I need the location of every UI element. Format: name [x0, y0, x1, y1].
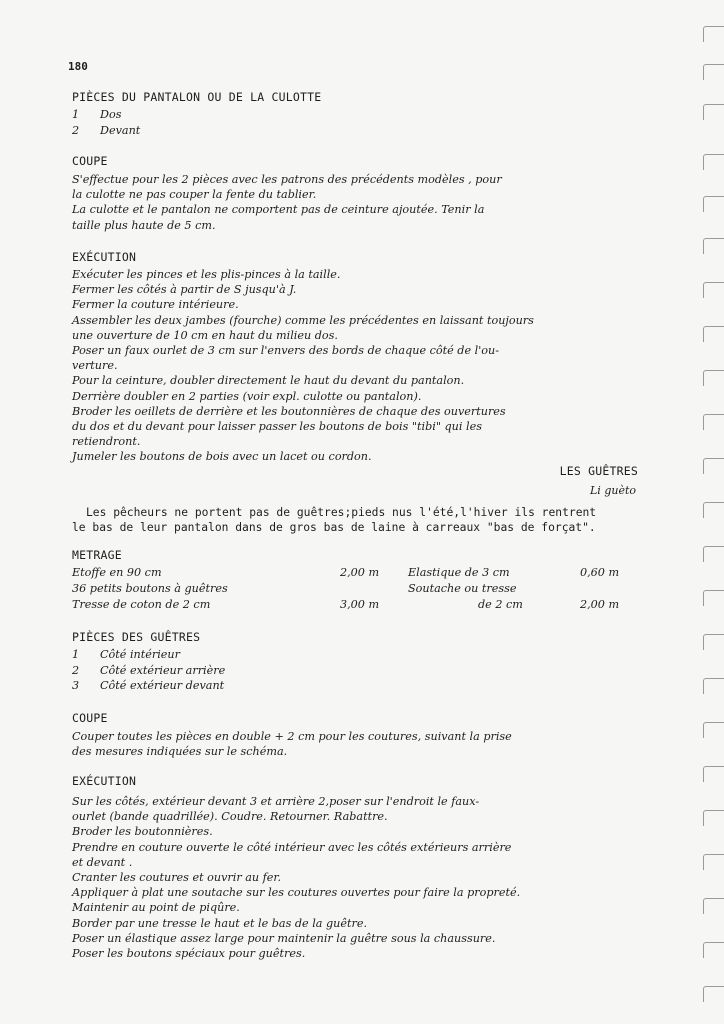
binder-tab	[703, 590, 724, 606]
pieces-pantalon-list	[72, 107, 140, 138]
binder-tab	[703, 678, 724, 694]
binder-tab	[703, 854, 724, 870]
execution-text	[72, 794, 652, 961]
text-line: Cranter les coutures et ouvrir au fer.	[72, 871, 282, 885]
text-line: Poser les boutons spéciaux pour guêtres.	[72, 947, 306, 961]
section-title-pieces-guetres: PIÈCES DES GUÊTRES	[72, 630, 201, 644]
list-item	[72, 123, 140, 139]
binder-tab	[703, 26, 724, 42]
guetres-subtitle: Li guèto	[590, 484, 636, 497]
binder-tab	[703, 766, 724, 782]
metrage-item: Tresse de coton de 2 cm	[72, 598, 211, 611]
text-line: Broder les oeillets de derrière et les boutonnières de chaque des ouvertures	[72, 404, 506, 418]
metrage-qty: 3,00 m	[340, 598, 380, 611]
metrage-qty: 2,00 m	[340, 566, 380, 579]
section-title-coupe: COUPE	[72, 154, 108, 168]
binder-tab	[703, 414, 724, 430]
coupe-text	[72, 172, 652, 233]
binder-tab	[703, 238, 724, 254]
text-line: Appliquer à plat une soutache sur les coutures ouvertes pour faire la propreté.	[72, 886, 521, 900]
coupe-text	[72, 729, 652, 759]
text-line: Sur les côtés, extérieur devant 3 et arrière 2,poser sur l'endroit le faux-	[72, 795, 480, 808]
section-title-coupe: COUPE	[72, 711, 108, 725]
guetres-intro	[72, 506, 596, 535]
metrage-qty: 2,00 m	[580, 598, 620, 611]
item-label: Dos	[100, 108, 122, 121]
text-line: Couper toutes les pièces en double + 2 cm pour les coutures, suivant la prise	[72, 730, 512, 743]
binder-tab	[703, 722, 724, 738]
binder-tab	[703, 64, 724, 80]
binder-tab	[703, 458, 724, 474]
item-number: 1	[72, 648, 80, 661]
metrage-item: de 2 cm	[478, 598, 523, 611]
binder-tab	[703, 104, 724, 120]
execution-text	[72, 267, 652, 465]
text-line: Prendre en couture ouverte le côté intérieur avec les côtés extérieurs arrière	[72, 840, 512, 854]
binder-tab	[703, 196, 724, 212]
text-line: ourlet (bande quadrillée). Coudre. Retourner. Rabattre.	[72, 810, 388, 824]
section-title-execution: EXÉCUTION	[72, 250, 137, 264]
section-title-metrage: METRAGE	[72, 548, 122, 562]
binder-tab	[703, 154, 724, 170]
section-title-pieces-pantalon: PIÈCES DU PANTALON OU DE LA CULOTTE	[72, 90, 322, 104]
text-line: Poser un élastique assez large pour maintenir la guêtre sous la chaussure.	[72, 931, 496, 945]
text-line: Poser un faux ourlet de 3 cm sur l'envers des bords de chaque côté de l'ou-	[72, 344, 500, 358]
list-item	[72, 647, 225, 663]
list-item	[72, 663, 225, 679]
text-line: des mesures indiquées sur le schéma.	[72, 745, 288, 759]
text-line: Maintenir au point de piqûre.	[72, 901, 240, 915]
item-number: 1	[72, 108, 80, 121]
text-line: Jumeler les boutons de bois avec un lacet ou cordon.	[72, 450, 372, 464]
binder-tab	[703, 986, 724, 1002]
item-label: Côté extérieur arrière	[100, 663, 226, 677]
text-line: Fermer les côtés à partir de S jusqu'à J.	[72, 283, 297, 297]
item-number: 2	[72, 663, 80, 677]
text-line: Assembler les deux jambes (fourche) comme les précédentes en laissant toujours	[72, 313, 534, 327]
text-line: Exécuter les pinces et les plis-pinces à la taille.	[72, 268, 341, 281]
binder-tab	[703, 942, 724, 958]
binder-tab	[703, 898, 724, 914]
text-line: la culotte ne pas couper la fente du tablier.	[72, 188, 317, 202]
section-title-execution: EXÉCUTION	[72, 774, 137, 788]
text-line: et devant .	[72, 855, 133, 869]
binder-tab	[703, 326, 724, 342]
text-line: La culotte et le pantalon ne comportent pas de ceinture ajoutée. Tenir la	[72, 203, 485, 217]
metrage-table	[72, 566, 632, 614]
metrage-item: Etoffe en 90 cm	[72, 566, 162, 579]
text-line: Fermer la couture intérieure.	[72, 298, 239, 312]
binder-tab	[703, 370, 724, 386]
text-line: Border par une tresse le haut et le bas de la guêtre.	[72, 916, 368, 930]
item-label: Côté extérieur devant	[100, 679, 225, 692]
binder-tab	[703, 502, 724, 518]
text-line: Broder les boutonnières.	[72, 825, 213, 839]
text-line: retiendront.	[72, 435, 141, 449]
metrage-qty: 0,60 m	[580, 566, 620, 579]
binder-tab	[703, 810, 724, 826]
pieces-guetres-list	[72, 647, 225, 694]
text-line: le bas de leur pantalon dans de gros bas de laine à carreaux "bas de forçat".	[72, 520, 596, 534]
item-number: 2	[72, 123, 80, 137]
item-number: 3	[72, 679, 80, 692]
list-item	[72, 678, 225, 694]
text-line: Derrière doubler en 2 parties (voir expl. culotte ou pantalon).	[72, 389, 422, 403]
text-line: du dos et du devant pour laisser passer les boutons de bois "tibi" qui les	[72, 420, 482, 434]
text-line: une ouverture de 10 cm en haut du milieu dos.	[72, 328, 338, 342]
metrage-item: 36 petits boutons à guêtres	[72, 582, 228, 595]
binder-tab	[703, 634, 724, 650]
list-item	[72, 107, 140, 123]
text-line: S'effectue pour les 2 pièces avec les patrons des précédents modèles , pour	[72, 173, 502, 186]
metrage-item: Elastique de 3 cm	[408, 566, 510, 579]
text-line: Les pêcheurs ne portent pas de guêtres;pieds nus l'été,l'hiver ils rentrent	[86, 506, 597, 519]
binder-tab	[703, 282, 724, 298]
text-line: taille plus haute de 5 cm.	[72, 218, 216, 232]
item-label: Devant	[100, 123, 141, 137]
page-number: 180	[68, 60, 88, 73]
text-line: verture.	[72, 359, 118, 373]
text-line: Pour la ceinture, doubler directement le haut du devant du pantalon.	[72, 374, 465, 388]
binder-tab	[703, 546, 724, 562]
metrage-item: Soutache ou tresse	[408, 582, 517, 595]
item-label: Côté intérieur	[100, 648, 180, 661]
guetres-title: LES GUÊTRES	[559, 464, 638, 478]
